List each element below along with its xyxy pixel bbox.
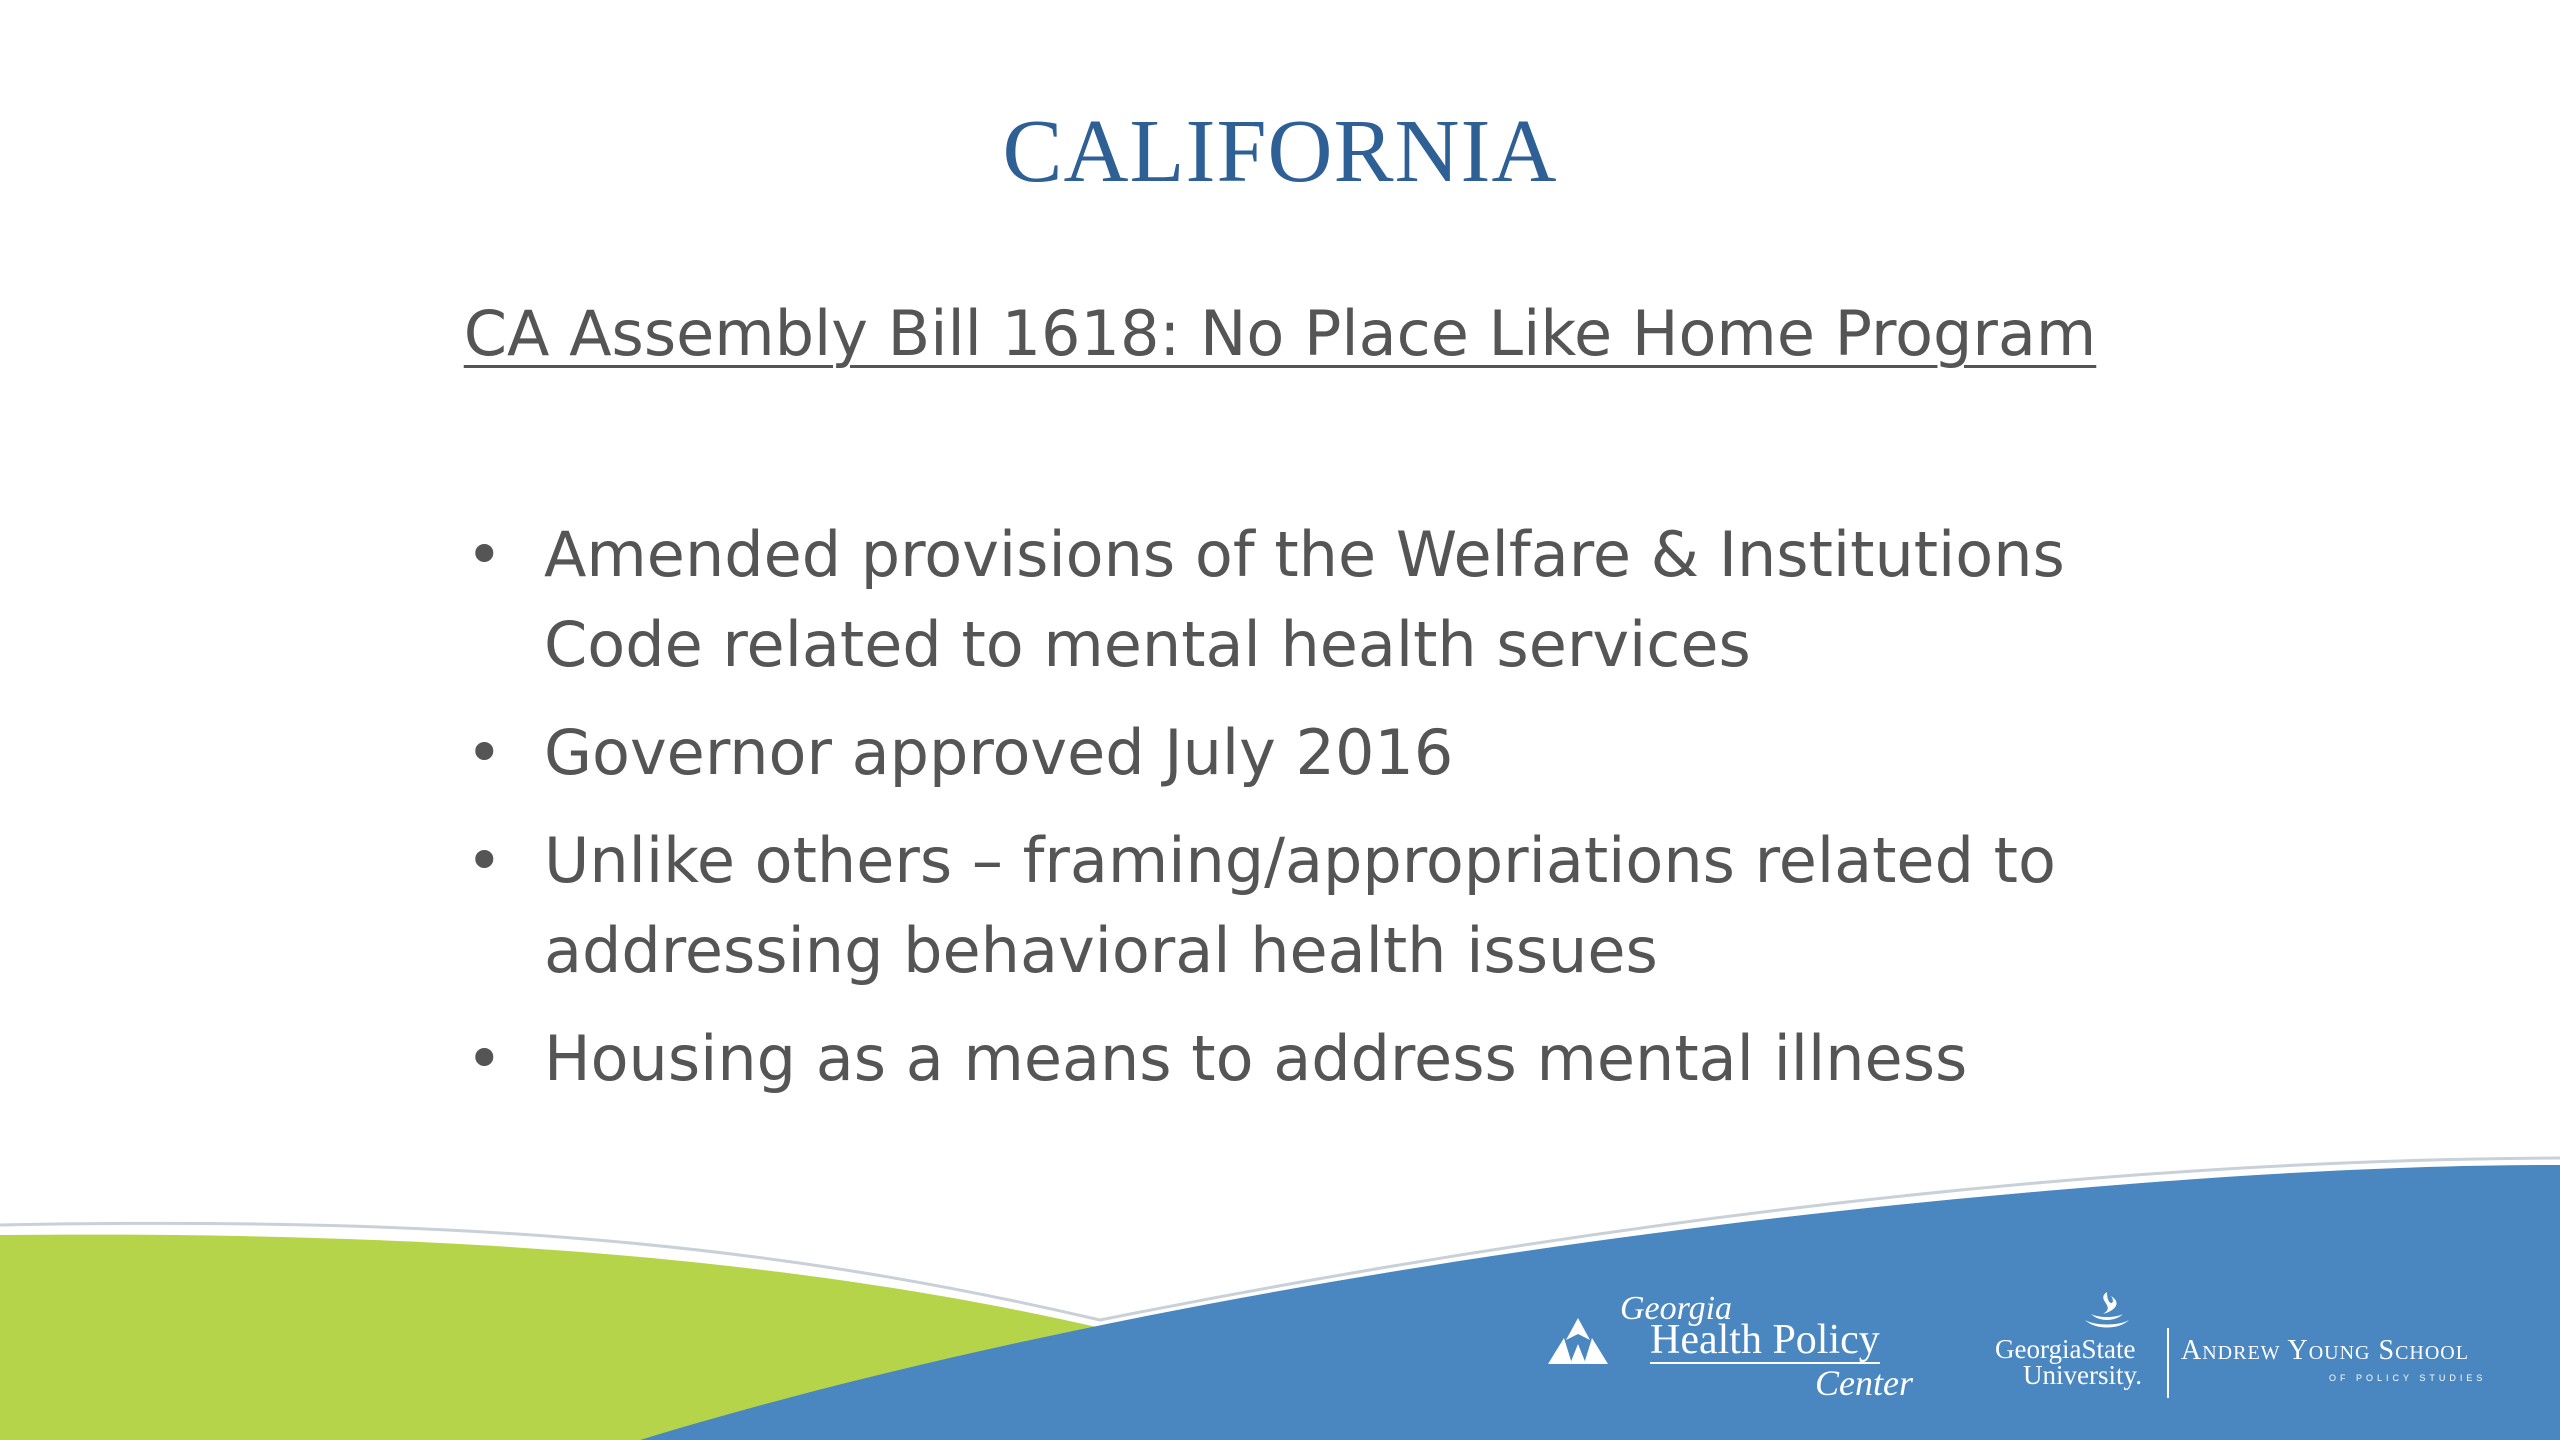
bullet-dot-icon: •: [466, 824, 503, 897]
footer-logos: [1530, 1290, 2530, 1410]
andrew-young-school-name: Andrew Young School: [2181, 1335, 2469, 1366]
slide-title: CALIFORNIA: [1002, 102, 1558, 201]
ghpc-line-center: Center: [1815, 1363, 1913, 1403]
subtitle-text: CA Assembly Bill 1618: No Place Like Home Program: [463, 297, 2097, 370]
bullet-text: Housing as a means to address mental illness: [544, 1022, 1968, 1095]
slide-subtitle: [0, 297, 2560, 370]
ghpc-line-georgia: Georgia: [1620, 1290, 1733, 1327]
bullet-list: [460, 510, 2160, 1122]
gsu-name-line1: GeorgiaState: [1995, 1334, 2136, 1364]
gsu-name-line2: University.: [2023, 1360, 2142, 1390]
bullet-item: [460, 510, 2160, 690]
bullet-text: Governor approved July 2016: [544, 716, 1454, 789]
ghpc-line-health-policy: Health Policy: [1650, 1317, 1880, 1363]
bullet-item: [460, 708, 2160, 798]
bullet-dot-icon: •: [466, 518, 503, 591]
bullet-dot-icon: •: [466, 1022, 503, 1095]
ghpc-emblem-icon: [1538, 1314, 1618, 1370]
bullet-item: [460, 816, 2160, 996]
georgia-health-policy-center-logo: [1530, 1290, 1950, 1410]
bullet-text: Unlike others – framing/appropriations related to addressing behavioral health issues: [544, 824, 2056, 987]
gsu-flame-icon: [2077, 1290, 2137, 1336]
logo-divider: [2167, 1328, 2169, 1398]
georgia-state-university-logo: [1995, 1290, 2535, 1410]
bullet-item: [460, 1014, 2160, 1104]
bullet-dot-icon: •: [466, 716, 503, 789]
policy-studies-subtitle: OF POLICY STUDIES: [2329, 1373, 2487, 1383]
bullet-text: Amended provisions of the Welfare & Institutions Code related to mental health services: [544, 518, 2065, 681]
